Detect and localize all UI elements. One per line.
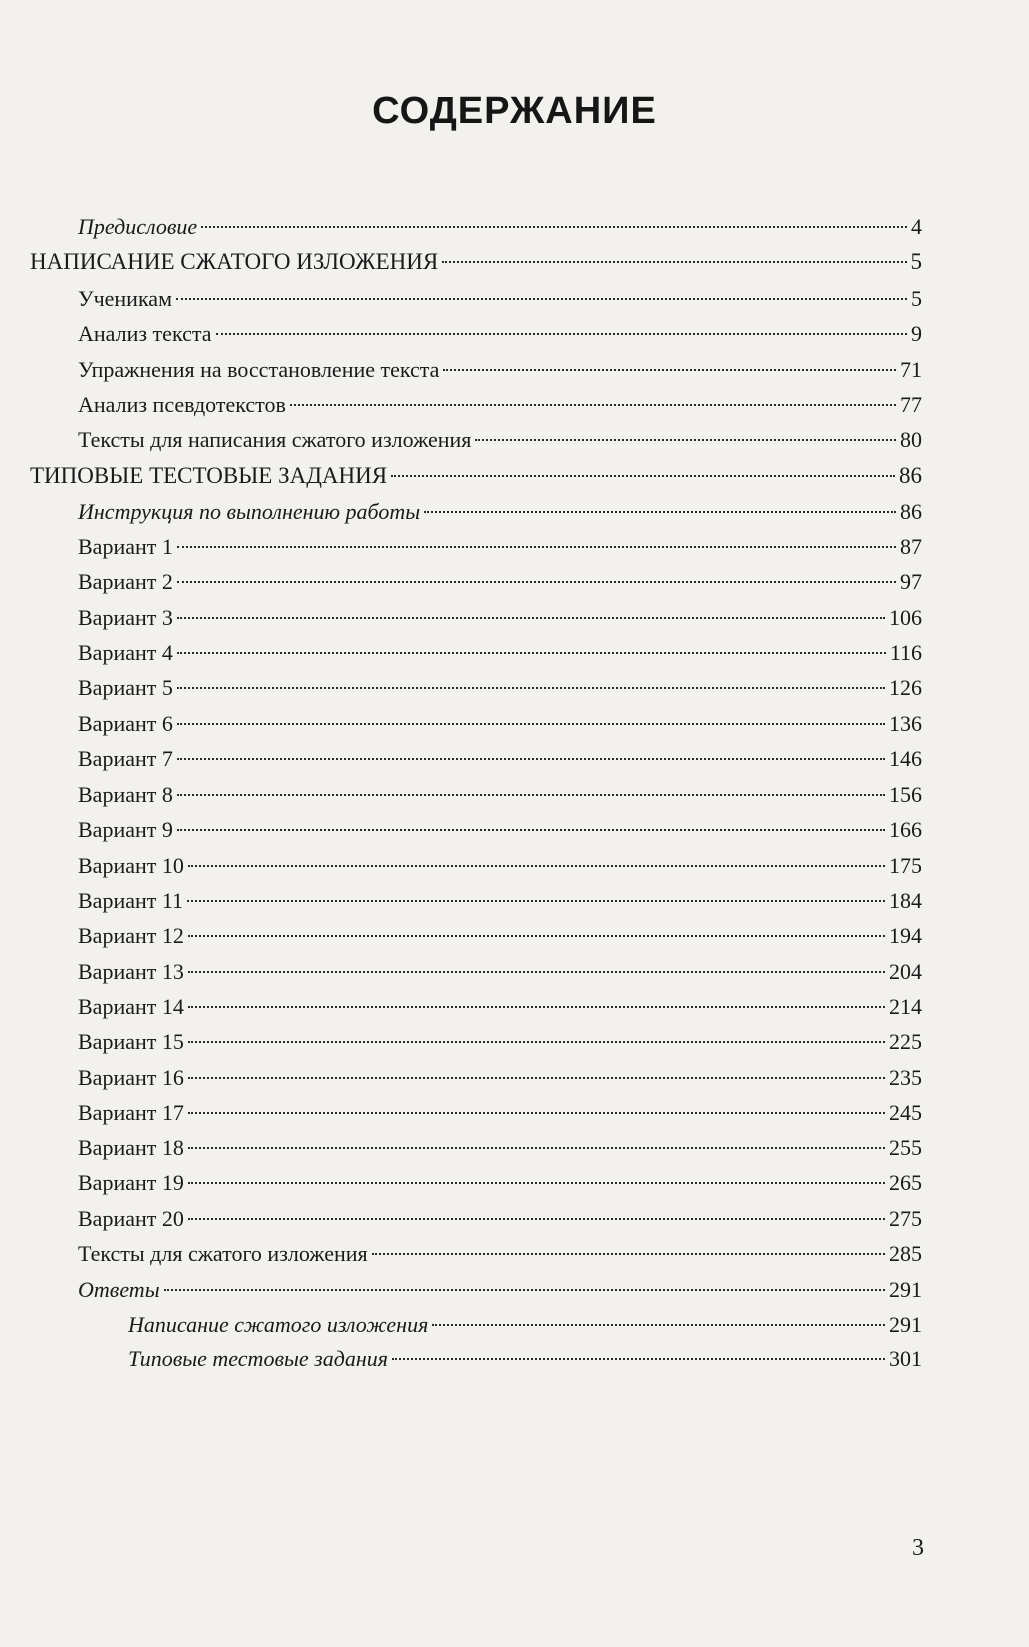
dot-leader (443, 369, 896, 371)
toc-entry (78, 636, 922, 670)
dot-leader (177, 546, 896, 548)
toc-entry (78, 955, 922, 989)
toc-entry-page: 77 (900, 392, 922, 417)
toc-entry (78, 884, 922, 918)
dot-leader (188, 971, 885, 973)
toc-entry-label: НАПИСАНИЕ СЖАТОГО ИЗЛОЖЕНИЯ (30, 249, 439, 274)
toc-entry (78, 1273, 922, 1307)
toc-entry-page: 86 (900, 499, 922, 524)
toc-entry-label: Вариант 20 (78, 1206, 184, 1231)
dot-leader (391, 475, 895, 477)
toc-entry (78, 671, 922, 705)
toc-entry-page: 214 (889, 994, 922, 1019)
toc-entry-page: 204 (889, 959, 922, 984)
toc-entry-page: 156 (889, 782, 922, 807)
toc-entry-page: 194 (889, 923, 922, 948)
toc-entry-label: Написание сжатого изложения (128, 1312, 429, 1337)
toc-entry (30, 459, 922, 493)
toc-entry-page: 136 (889, 711, 922, 736)
toc-entry-page: 106 (889, 605, 922, 630)
toc-entry (78, 210, 922, 244)
toc-entry-page: 291 (889, 1312, 922, 1337)
toc-entry (128, 1308, 922, 1342)
toc-entry-label: Вариант 2 (78, 569, 173, 594)
toc-entry-page: 184 (889, 888, 922, 913)
toc-entry-page: 166 (889, 817, 922, 842)
toc-entry-page: 126 (889, 675, 922, 700)
toc-entry-page: 175 (889, 853, 922, 878)
dot-leader (216, 333, 908, 335)
dot-leader (201, 226, 907, 228)
page-title: СОДЕРЖАНИЕ (372, 90, 657, 132)
toc-entry (30, 245, 922, 279)
toc-entry-page: 265 (889, 1170, 922, 1195)
toc-entry-label: Вариант 12 (78, 923, 184, 948)
dot-leader (188, 935, 885, 937)
dot-leader (188, 1218, 885, 1220)
toc-entry-label: Анализ псевдотекстов (78, 392, 286, 417)
toc-entry-label: Вариант 11 (78, 888, 184, 913)
toc-entry-page: 245 (889, 1100, 922, 1125)
toc-entry-label: Вариант 13 (78, 959, 184, 984)
toc-entry-label: Вариант 19 (78, 1170, 184, 1195)
toc-entry-label: Типовые тестовые задания (128, 1346, 389, 1371)
toc-entry-label: ТИПОВЫЕ ТЕСТОВЫЕ ЗАДАНИЯ (30, 463, 388, 488)
dot-leader (290, 404, 896, 406)
toc-entry-page: 255 (889, 1135, 922, 1160)
toc-entry-label: Вариант 15 (78, 1029, 184, 1054)
dot-leader (177, 617, 885, 619)
toc-entry (78, 317, 922, 351)
dot-leader (372, 1253, 885, 1255)
toc-entry-page: 9 (911, 321, 922, 346)
page-number: 3 (912, 1535, 924, 1561)
toc-entry (78, 707, 922, 741)
toc-entry (78, 1025, 922, 1059)
toc-entry-page: 146 (889, 746, 922, 771)
toc-entry (78, 495, 922, 529)
toc-entry (78, 423, 922, 457)
dot-leader (188, 1006, 885, 1008)
toc-entry (78, 1061, 922, 1095)
toc-entry (78, 1202, 922, 1236)
toc-entry-label: Предисловие (78, 214, 198, 239)
dot-leader (188, 1112, 885, 1114)
toc-entry (78, 813, 922, 847)
toc-entry-label: Упражнения на восстановление текста (78, 357, 440, 382)
dot-leader (188, 1182, 885, 1184)
toc-entry-page: 225 (889, 1029, 922, 1054)
dot-leader (475, 439, 896, 441)
toc-entry-label: Ученикам (78, 286, 172, 311)
toc-entry (78, 353, 922, 387)
toc-entry-page: 301 (889, 1346, 922, 1371)
toc-entry-page: 116 (889, 640, 922, 665)
dot-leader (177, 758, 885, 760)
toc-entry-page: 97 (900, 569, 922, 594)
toc-entry-page: 4 (911, 214, 922, 239)
toc-entry-label: Анализ текста (78, 321, 212, 346)
toc-entry (78, 601, 922, 635)
toc-entry-page: 5 (910, 249, 922, 274)
toc-entry-label: Тексты для написания сжатого изложения (78, 427, 472, 452)
toc-entry-page: 87 (900, 534, 922, 559)
toc-entry-label: Вариант 14 (78, 994, 184, 1019)
toc-entry (78, 1131, 922, 1165)
dot-leader (176, 298, 907, 300)
dot-leader (164, 1289, 885, 1291)
toc-entry-label: Вариант 9 (78, 817, 173, 842)
toc-entry-page: 71 (900, 357, 922, 382)
toc-entry-label: Вариант 7 (78, 746, 173, 771)
toc-entry-page: 80 (900, 427, 922, 452)
toc-entry (78, 565, 922, 599)
dot-leader (177, 794, 885, 796)
toc-entry-label: Вариант 17 (78, 1100, 184, 1125)
toc-entry (78, 530, 922, 564)
dot-leader (392, 1358, 885, 1360)
toc-entry-label: Вариант 18 (78, 1135, 184, 1160)
toc-entry-page: 86 (899, 463, 922, 488)
toc-entry-label: Ответы (78, 1277, 160, 1302)
toc-entry-page: 285 (889, 1241, 922, 1266)
toc-entry (78, 742, 922, 776)
dot-leader (177, 723, 885, 725)
toc-entry-label: Вариант 8 (78, 782, 173, 807)
toc-entry (78, 1096, 922, 1130)
toc-entry-label: Тексты для сжатого изложения (78, 1241, 368, 1266)
dot-leader (188, 1041, 885, 1043)
dot-leader (187, 900, 885, 902)
toc-entry (78, 778, 922, 812)
toc-entry-page: 291 (889, 1277, 922, 1302)
toc-entry (78, 1237, 922, 1271)
toc-entry (78, 282, 922, 316)
toc-entry-page: 275 (889, 1206, 922, 1231)
dot-leader (177, 687, 885, 689)
toc-entry-label: Вариант 16 (78, 1065, 184, 1090)
toc-entry-label: Вариант 4 (78, 640, 173, 665)
toc-entry-label: Вариант 5 (78, 675, 173, 700)
dot-leader (432, 1324, 885, 1326)
dot-leader (188, 1147, 885, 1149)
toc-entry-label: Вариант 6 (78, 711, 173, 736)
toc-entry (78, 919, 922, 953)
dot-leader (442, 261, 906, 263)
toc-entry-page: 5 (911, 286, 922, 311)
toc-entry (78, 388, 922, 422)
toc-entry-page: 235 (889, 1065, 922, 1090)
toc-entry (78, 1166, 922, 1200)
dot-leader (188, 1077, 885, 1079)
toc-entry-label: Вариант 3 (78, 605, 173, 630)
toc-entry-label: Вариант 10 (78, 853, 184, 878)
dot-leader (177, 652, 886, 654)
dot-leader (177, 581, 896, 583)
dot-leader (177, 829, 885, 831)
toc-entry-label: Инструкция по выполнению работы (78, 499, 421, 524)
toc-entry-label: Вариант 1 (78, 534, 173, 559)
toc-entry (78, 849, 922, 883)
dot-leader (424, 511, 896, 513)
dot-leader (188, 865, 885, 867)
toc-entry (128, 1342, 922, 1376)
toc-entry (78, 990, 922, 1024)
